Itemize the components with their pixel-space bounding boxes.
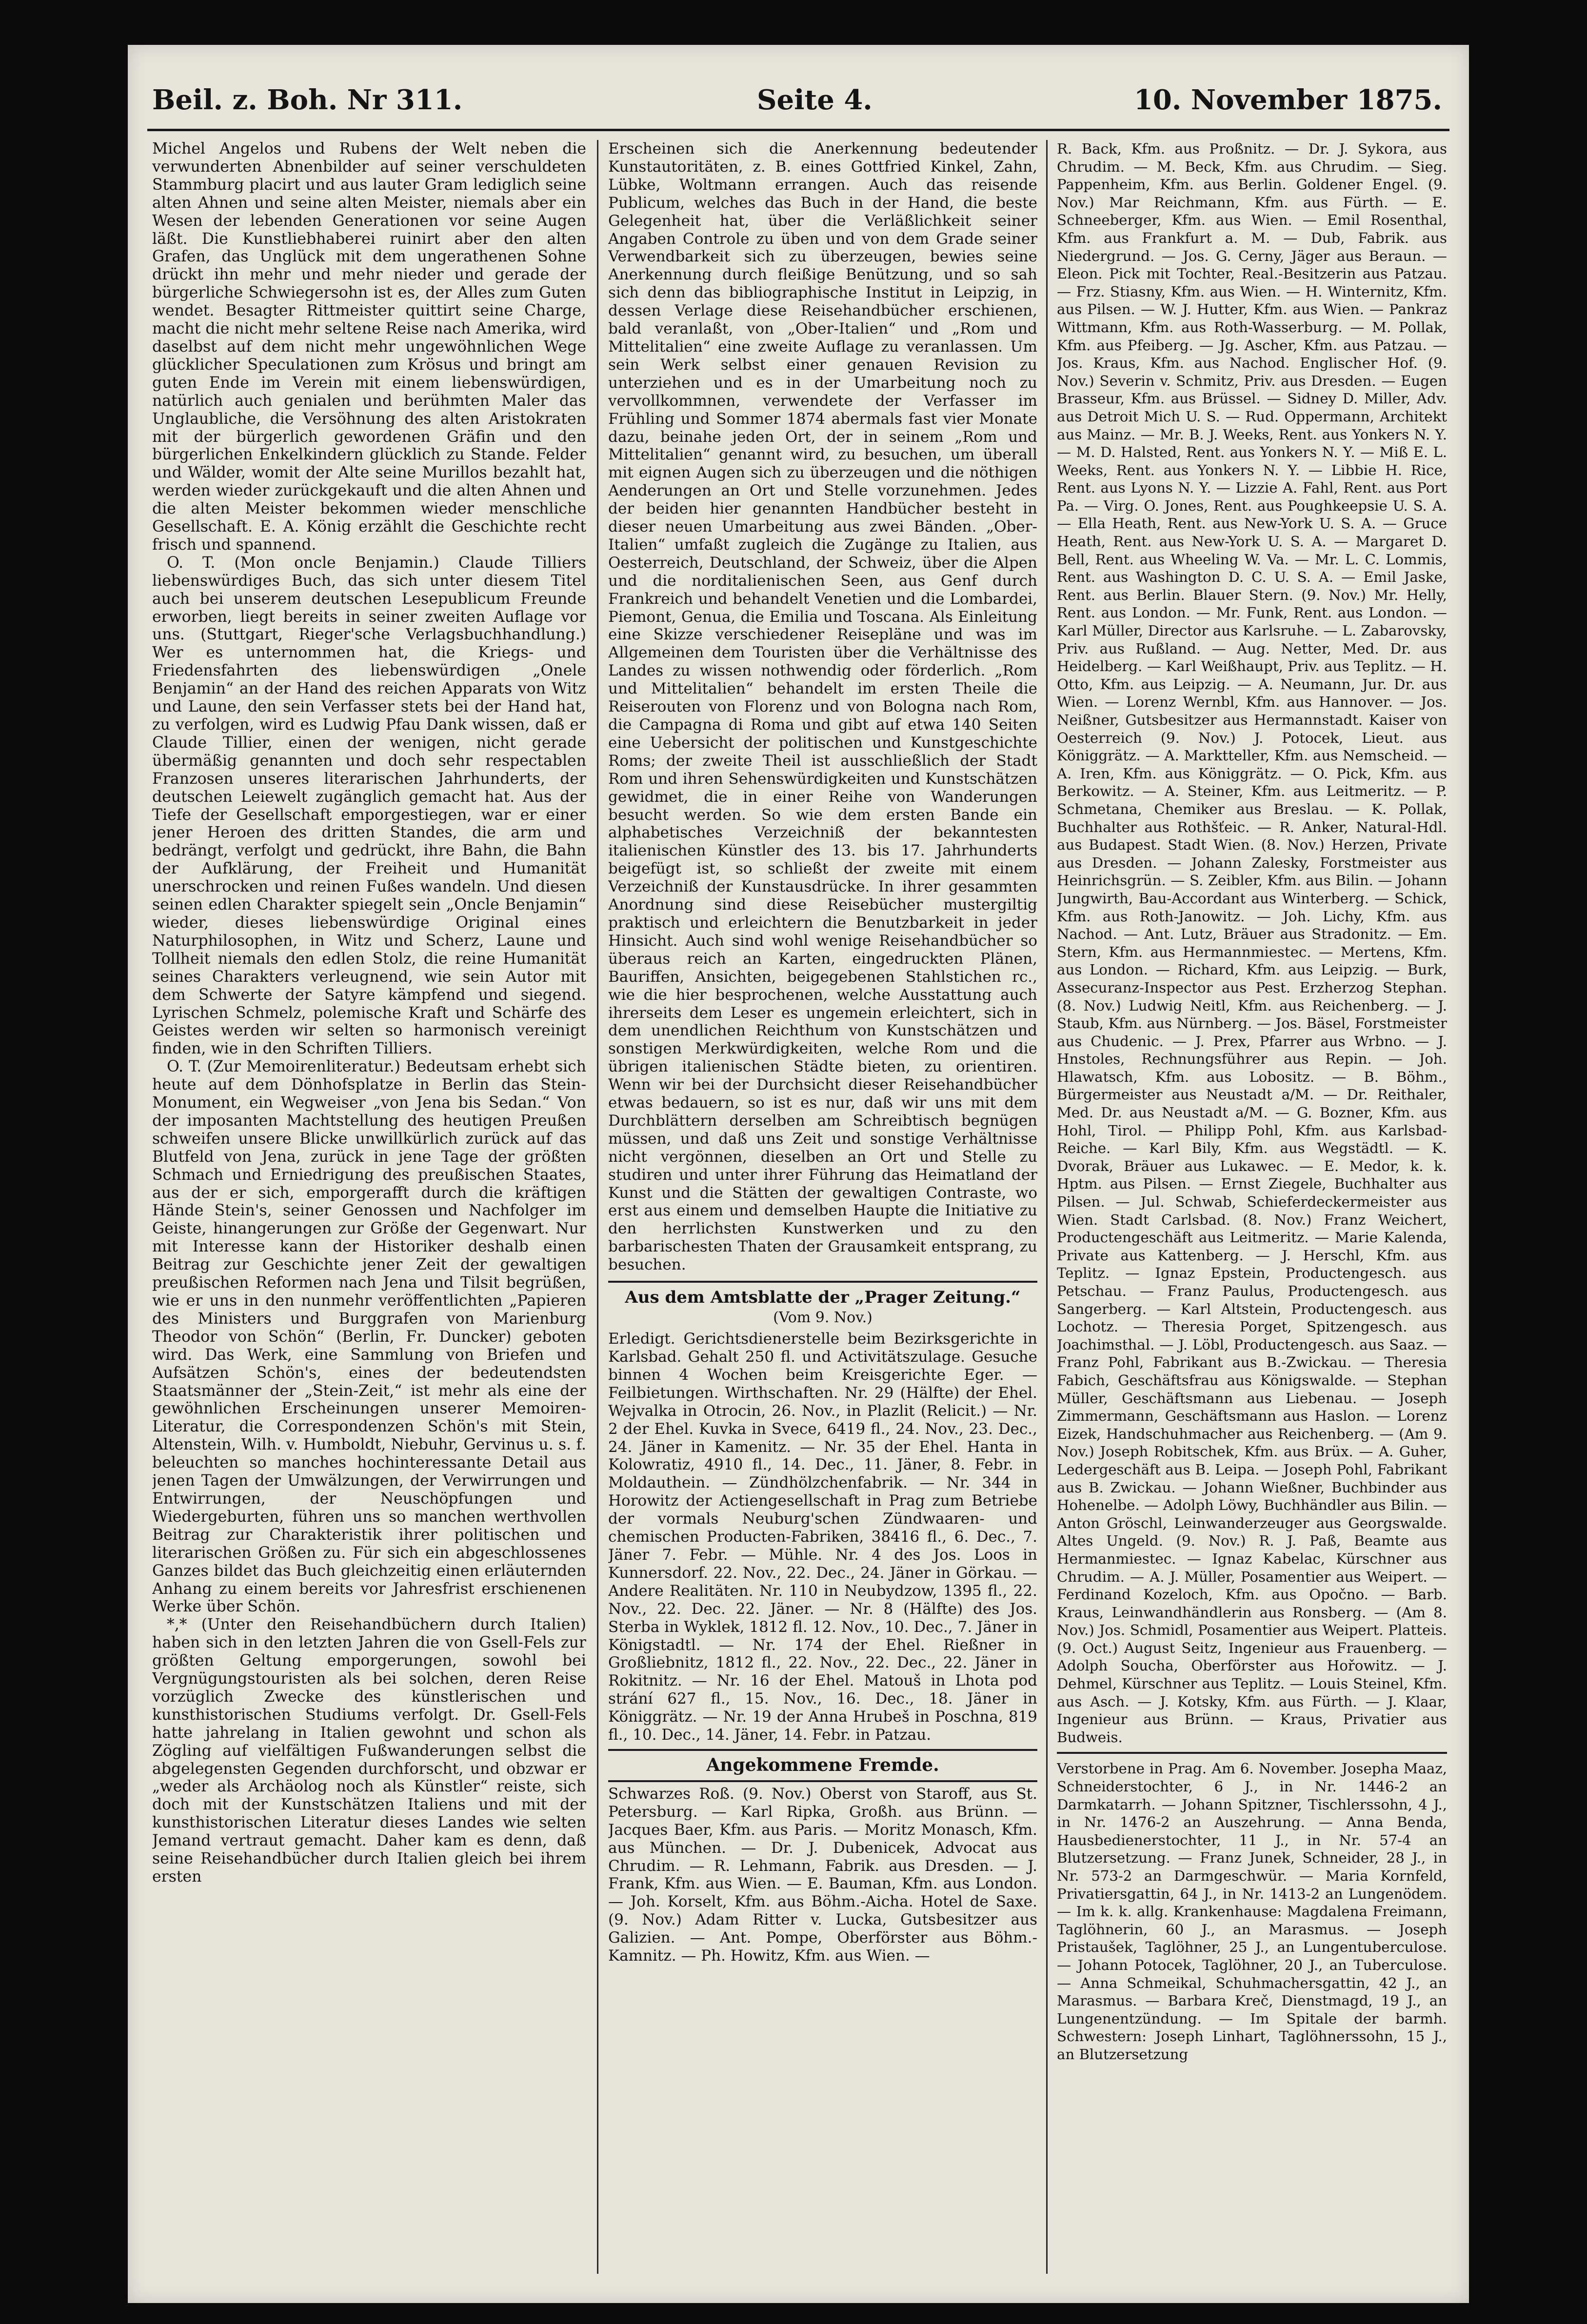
newspaper-page: [128, 45, 1469, 2303]
section-rule: [608, 1749, 1037, 1751]
column-divider: [1046, 140, 1048, 2274]
page-header: [128, 74, 1469, 133]
article-paragraph: *,* (Unter den Reisehandbüchern durch Italien) haben sich in den letzten Jahren die von Gsell-Fels zur größten Geltung emporgerungen, sowohl bei Vergnügungstouristen als bei solchen, deren Reise vorzüglich Zwecke des künstlerischen und kunsthistorischen Studiums verfolgt. Dr. Gsell-Fels hatte jahrelang in Italien gewohnt und schon als Zögling auf vielfältigen Fußwanderungen selbst die abgelegensten Gegenden durchforscht, und obzwar er „weder als Archäolog noch als Künstler“ reiste, sich doch mit der Kunstschätzen Italiens und mit der kunsthistorischen Literatur dieses Landes wie selten Jemand vertraut gemacht. Daher kam es denn, daß seine Reisehandbücher durch Italien gleich bei ihrem ersten: [152, 1616, 586, 1886]
header-rule: [147, 129, 1449, 131]
section-heading: Aus dem Amtsblatte der „Prager Zeitung.“: [608, 1281, 1037, 1307]
issue-label: Beil. z. Boh. Nr 311.: [152, 84, 463, 116]
article-paragraph: O. T. (Zur Memoirenliteratur.) Bedeutsam erhebt sich heute auf dem Dönhofsplatze in Berlin das Stein-Monument, ein Wegweiser „von Jena bis Sedan.“ Von der imposanten Machtstellung des heutigen Preußen schweifen unsere Blicke unwillkürlich zurück auf das Blutfeld von Jena, zurück in jene Tage der größten Schmach und Erniedrigung des preußischen Staates, aus der er sich, emporgerafft durch die kräftigen Hände Stein's, seiner Genossen und Nachfolger im Geiste, hinangerungen zur Größe der Gegenwart. Nur mit Interesse kann der Historiker deshalb einen Beitrag zur Geschichte jener Zeit der gewaltigen preußischen Reformen nach Jena und Tilsit begrüßen, wie er uns in den nunmehr veröffentlichten „Papieren des Ministers und Burggrafen von Marienburg Theodor von Schön“ (Berlin, Fr. Duncker) geboten wird. Das Werk, eine Sammlung von Briefen und Aufsätzen Schön's, eines der bedeutendsten Staatsmänner der „Stein-Zeit,“ ist mehr als eine der gewöhnlichen Erscheinungen unserer Memoiren-Literatur, die Correspondenzen Schön's mit Stein, Altenstein, Wilh. v. Humboldt, Niebuhr, Gervinus u. s. f. beleuchten so manches hochinteressante Detail aus jenen Tagen der Umwälzungen, der Verwirrungen und Entwirrungen, der Neuschöpfungen und Wiedergeburten, führen uns so manchen werthvollen Beitrag zur Charakteristik ihrer politischen und literarischen Größen zu. Für sich ein abgeschlossenes Ganzes bildet das Buch gleichzeitig einen erläuternden Anhang zu einem bereits vor Jahresfrist erschienenen Werke über Schön.: [152, 1058, 586, 1616]
column-3: [1057, 140, 1447, 2288]
issue-date: 10. November 1875.: [1133, 84, 1442, 116]
section-heading: Angekommene Fremde.: [706, 1754, 939, 1775]
arrivals-list: Schwarzes Roß. (9. Nov.) Oberst von Staroff, aus St. Petersburg. — Karl Ripka, Großh. aus Brünn. — Jacques Baer, Kfm. aus Paris. — Moritz Monasch, Kfm. aus München. — Dr. J. Dubenicek, Advocat aus Chrudim. — R. Lehmann, Fabrik. aus Dresden. — J. Frank, Kfm. aus Wien. — E. Bauman, Kfm. aus London. — Joh. Korselt, Kfm. aus Böhm.-Aicha. Hotel de Saxe. (9. Nov.) Adam Ritter v. Lucka, Gutsbesitzer aus Galizien. — Ant. Pompe, Oberförster aus Böhm.-Kamnitz. — Ph. Howitz, Kfm. aus Wien. —: [608, 1785, 1037, 1965]
article-paragraph: Erscheinen sich die Anerkennung bedeutender Kunstautoritäten, z. B. eines Gottfried Kinkel, Zahn, Lübke, Woltmann errangen. Auch das reisende Publicum, welches das Buch in der Hand, die beste Gelegenheit hat, über die Verläßlichkeit seiner Angaben Controle zu üben und von dem Grade seiner Verwendbarkeit sich zu überzeugen, bewies seine Anerkennung durch fleißige Benützung, und so sah sich denn das bibliographische Institut in Leipzig, in dessen Verlage diese Reisehandbücher erschienen, bald veranlaßt, von „Ober-Italien“ und „Rom und Mittelitalien“ eine zweite Auflage zu veranlassen. Um sein Werk selbst einer genauen Revision zu unterziehen und es in der Umarbeitung noch zu vervollkommnen, verwendete der Verfasser im Frühling und Sommer 1874 abermals fast vier Monate dazu, beinahe jeden Ort, der in seinem „Rom und Mittelitalien“ genannt wird, zu besuchen, um überall mit eignen Augen sich zu überzeugen und die nöthigen Aenderungen an Ort und Stelle vorzunehmen. Jedes der beiden hier genannten Handbücher besteht in dieser neuen Umarbeitung aus zwei Bänden. „Ober-Italien“ umfaßt zugleich die Zugänge zu Italien, aus Oesterreich, Deutschland, der Schweiz, über die Alpen und die norditalienischen Seen, aus Genf durch Frankreich und behandelt Venetien und die Lombardei, Piemont, Genua, die Emilia und Toscana. Als Einleitung eine Skizze verschiedener Reisepläne und was im Allgemeinen dem Touristen über die Verhältnisse des Landes zu wissen nothwendig oder förderlich. „Rom und Mittelitalien“ behandelt im ersten Theile die Reiserouten von Florenz und von Bologna nach Rom, die Campagna di Roma und gibt auf etwa 140 Seiten eine Uebersicht der politischen und Kunstgeschichte Roms; der zweite Theil ist ausschließlich der Stadt Rom und ihren Sehenswürdigkeiten und Kunstschätzen gewidmet, die in einer Reihe von Wanderungen besucht werden. So wie dem ersten Bande ein alphabetisches Verzeichniß der bekanntesten italienischen Künstler des 13. bis 17. Jahrhunderts beigefügt ist, so schließt der zweite mit einem Verzeichniß der Kunstausdrücke. In ihrer gesammten Anordnung sind diese Reisebücher mustergiltig praktisch und erleichtern die Benutzbarkeit in jeder Hinsicht. Auch sind wohl wenige Reisehandbücher so überaus reich an Karten, eingedruckten Plänen, Bauriffen, Ansichten, beigegebenen Stahlstichen rc., wie die hier besprochenen, welche Ausstattung auch ihrerseits dem Leser es ungemein erleichtert, sich in dem unendlichen Reichthum von Kunstschätzen und sonstigen Merkwürdigkeiten, welche Rom und die übrigen italienischen Städte bieten, zu orientiren. Wenn wir bei der Durchsicht dieser Reisehandbücher etwas bedauern, so ist es nur, daß wir uns mit dem Durchblättern derselben am Schreibtisch begnügen müssen, und daß uns Zeit und sonstige Verhältnisse nicht vergönnen, dieselben an Ort und Stelle zu studiren und unter ihrer Führung das Heimatland der Kunst und die Stätten der gewaltigen Contraste, wo erst aus einem und demselben Haupte die Initiative zu den herrlichsten Kunstwerken und zu den barbarischesten Thaten der Grausamkeit entsprang, zu besuchen.: [608, 140, 1037, 1274]
column-divider: [597, 140, 598, 2274]
official-notices: Erledigt. Gerichtsdienerstelle beim Bezirksgerichte in Karlsbad. Gehalt 250 fl. und Activitätszulage. Gesuche binnen 4 Wochen beim Kreisgerichte Eger. — Feilbietungen. Wirthschaften. Nr. 29 (Hälfte) der Ehel. Wejvalka in Otrocin, 26. Nov., in Plazlit (Relicit.) — Nr. 2 der Ehel. Kuvka in Svece, 6419 fl., 24. Nov., 23. Dec., 24. Jäner in Kamenitz. — Nr. 35 der Ehel. Hanta in Kolowratiz, 4910 fl., 14. Dec., 11. Jäner, 8. Febr. in Moldauthein. — Zündhölzchenfabrik. — Nr. 344 in Horowitz der Actiengesellschaft in Prag zum Betriebe der vormals Neuburg'schen Zündwaaren- und chemischen Producten-Fabriken, 38416 fl., 6. Dec., 7. Jäner 7. Febr. — Mühle. Nr. 4 des Jos. Loos in Kunnersdorf. 22. Nov., 22. Dec., 24. Jäner in Görkau. — Andere Realitäten. Nr. 110 in Neubydzow, 1395 fl., 22. Nov., 22. Dec. 22. Jäner. — Nr. 8 (Hälfte) des Jos. Sterba in Wyklek, 1812 fl. 12. Nov., 10. Dec., 7. Jäner in Königstadtl. — Nr. 174 der Ehel. Rießner in Großliebnitz, 1812 fl., 22. Nov., 22. Dec., 22. Jäner in Rokitnitz. — Nr. 16 der Ehel. Matouš in Lhota pod strání 627 fl., 15. Nov., 16. Dec., 18. Jäner in Königgrätz. — Nr. 19 der Anna Hrubeš in Poschna, 819 fl., 10. Dec., 14. Jäner, 14. Febr. in Patzau.: [608, 1330, 1037, 1744]
section-rule: [1057, 1752, 1447, 1754]
section-date: (Vom 9. Nov.): [773, 1309, 873, 1327]
page-number: Seite 4.: [757, 84, 873, 116]
article-paragraph: O. T. (Mon oncle Benjamin.) Claude Tilliers liebenswürdiges Buch, das sich unter diesem Titel auch bei unserem deutschen Lesepublicum Freunde erworben, liegt bereits in seiner zweiten Auflage vor uns. (Stuttgart, Rieger'sche Verlagsbuchhandlung.) Wer es unternommen hat, die Kriegs- und Friedensfahrten des liebenswürdigen „Onele Benjamin“ an der Hand des reichen Apparats von Witz und Laune, den sein Verfasser stets bei der Hand hat, zu verfolgen, wird es Ludwig Pfau Dank wissen, daß er Claude Tillier, einen der wenigen, nicht gerade übermäßig genannten und doch sehr respectablen Franzosen unseres literarischen Jahrhunderts, der deutschen Leiewelt zugänglich gemacht hat. Aus der Tiefe der Gesellschaft emporgestiegen, war er einer jener Heroen des dritten Standes, die arm und bedrängt, verfolgt und gedrückt, ihre Bahn, die Bahn der Aufklärung, der Freiheit und Humanität unerschrocken und reinen Fußes wandeln. Und diesen seinen edlen Charakter spiegelt sein „Oncle Benjamin“ wieder, dieses liebenswürdige Original eines Naturphilosophen, in Witz und Scherz, Laune und Tollheit niemals den edlen Stolz, die reine Humanität seines Charakters verleugnend, wie sein Autor mit dem Schwerte der Satyre kämpfend und siegend. Lyrischen Schmelz, polemische Kraft und Schärfe des Geistes werden wir selten so harmonisch vereinigt finden, wie in den Schriften Tilliers.: [152, 554, 586, 1058]
column-2: [608, 140, 1037, 2288]
arrivals-list: R. Back, Kfm. aus Proßnitz. — Dr. J. Sykora, aus Chrudim. — M. Beck, Kfm. aus Chrudim. — Sieg. Pappenheim, Kfm. aus Berlin. Goldener Engel. (9. Nov.) Mar Reichmann, Kfm. aus Fürth. — E. Schneeberger, Kfm. aus Wien. — Emil Rosenthal, Kfm. aus Frankfurt a. M. — Dub, Fabrik. aus Niedergrund. — Jos. G. Cerny, Jäger aus Beraun. — Eleon. Pick mit Tochter, Real.-Besitzerin aus Patzau. — Frz. Stiasny, Kfm. aus Wien. — H. Winternitz, Kfm. aus Pilsen. — W. J. Hutter, Kfm. aus Wien. — Pankraz Wittmann, Kfm. aus Roth-Wasserburg. — M. Pollak, Kfm. aus Pfeiberg. — Jg. Ascher, Kfm. aus Patzau. — Jos. Kraus, Kfm. aus Nachod. Englischer Hof. (9. Nov.) Severin v. Schmitz, Priv. aus Dresden. — Eugen Brasseur, Kfm. aus Brüssel. — Sidney D. Miller, Adv. aus Detroit Mich U. S. — Rud. Oppermann, Architekt aus Mainz. — Mr. B. J. Weeks, Rent. aus Yonkers N. Y. — M. D. Halsted, Rent. aus Yonkers N. Y. — Miß E. L. Weeks, Rent. aus Yonkers N. Y. — Libbie H. Rice, Rent. aus Lyons N. Y. — Lizzie A. Fahl, Rent. aus Port Pa. — Virg. O. Jones, Rent. aus Poughkeepsie U. S. A. — Ella Heath, Rent. aus New-York U. S. A. — Gruce Heath, Rent. aus New-York U. S. A. — Margaret D. Bell, Rent. aus Wheeling W. Va. — Mr. L. C. Lommis, Rent. aus Washington D. C. U. S. A. — Emil Jaske, Rent. aus Berlin. Blauer Stern. (9. Nov.) Mr. Helly, Rent. aus London. — Mr. Funk, Rent. aus London. — Karl Müller, Director aus Karlsruhe. — L. Zabarovsky, Priv. aus Rußland. — Aug. Netter, Med. Dr. aus Heidelberg. — Karl Weißhaupt, Priv. aus Teplitz. — H. Otto, Kfm. aus Leipzig. — A. Neumann, Jur. Dr. aus Wien. — Lorenz Wernbl, Kfm. aus Hannover. — Jos. Neißner, Gutsbesitzer aus Hermannstadt. Kaiser von Oesterreich (9. Nov.) J. Potocek, Lieut. aus Königgrätz. — A. Marktteller, Kfm. aus Nemscheid. — A. Iren, Kfm. aus Königgrätz. — O. Pick, Kfm. aus Berkowitz. — A. Steiner, Kfm. aus Leitmeritz. — P. Schmetana, Chemiker aus Breslau. — K. Pollak, Buchhalter aus Rothšťeic. — R. Anker, Natural-Hdl. aus Budapest. Stadt Wien. (8. Nov.) Herzen, Private aus Dresden. — Johann Zalesky, Forstmeister aus Heinrichsgrün. — S. Zeibler, Kfm. aus Bilin. — Johann Jungwirth, Bau-Accordant aus Winterberg. — Schick, Kfm. aus Roth-Janowitz. — Joh. Lichy, Kfm. aus Nachod. — Ant. Lutz, Bräuer aus Stradonitz. — Em. Stern, Kfm. aus Hermannmiestec. — Mertens, Kfm. aus London. — Richard, Kfm. aus Leipzig. — Burk, Assecuranz-Inspector aus Pest. Erzherzog Stephan. (8. Nov.) Ludwig Neitl, Kfm. aus Reichenberg. — J. Staub, Kfm. aus Nürnberg. — Jos. Bäsel, Forstmeister aus Chudenic. — J. Prex, Pfarrer aus Wrbno. — J. Hnstoles, Rechnungsführer aus Repin. — Joh. Hlawatsch, Kfm. aus Lobositz. — B. Böhm., Bürgermeister aus Neustadt a/M. — Dr. Reithaler, Med. Dr. aus Neustadt a/M. — G. Bozner, Kfm. aus Hohl, Tirol. — Philipp Pohl, Kfm. aus Karlsbad-Reiche. — Karl Bily, Kfm. aus Wegstädtl. — K. Dvorak, Bräuer aus Lukawec. — E. Medor, k. k. Hptm. aus Pilsen. — Ernst Ziegele, Buchhalter aus Pilsen. — Jul. Schwab, Schieferdeckermeister aus Wien. Stadt Carlsbad. (8. Nov.) Franz Weichert, Productengeschäft aus Leitmeritz. — Marie Kalenda, Private aus Kattenberg. — J. Herschl, Kfm. aus Teplitz. — Ignaz Epstein, Productengesch. aus Petschau. — Franz Paulus, Productengesch. aus Sangerberg. — Karl Altstein, Productengesch. aus Lochotz. — Theresia Porget, Spitzengesch. aus Joachimsthal. — J. Löbl, Productengesch. aus Saaz. — Franz Pohl, Fabrikant aus B.-Zwickau. — Theresia Fabich, Geschäftsfrau aus Königswalde. — Stephan Müller, Geschäftsmann aus Liebenau. — Joseph Zimmermann, Geschäftsmann aus Haslon. — Lorenz Eizek, Handschuhmacher aus Reichenberg. — (Am 9. Nov.) Joseph Robitschek, Kfm. aus Brüx. — A. Guher, Ledergeschäft aus B. Leipa. — Joseph Pohl, Fabrikant aus B. Zwickau. — Johann Wießner, Buchbinder aus Hohenelbe. — Adolph Löwy, Buchhändler aus Bilin. — Anton Gröschl, Leinwanderzeuger aus Georgswalde. Altes Ungeld. (9. Nov.) R. J. Paß, Beamte aus Hermanmiestec. — Ignaz Kabelac, Kürschner aus Chrudim. — A. J. Müller, Posamentier aus Weipert. — Ferdinand Kozeloch, Kfm. aus Opočno. — Barb. Kraus, Leinwandhändlerin aus Ronsberg. — (Am 8. Nov.) Jos. Schmidl, Posamentier aus Weipert. Platteis. (9. Oct.) August Seitz, Ingenieur aus Frauenberg. — Adolph Soucha, Oberförster aus Hořowitz. — J. Dehmel, Kürschner aus Teplitz. — Louis Steinel, Kfm. aus Asch. — J. Kotsky, Kfm. aus Fürth. — J. Klaar, Ingenieur aus Brünn. — Kraus, Privatier aus Budweis.: [1057, 140, 1447, 1746]
section-rule: [608, 1780, 1037, 1782]
article-paragraph: Michel Angelos und Rubens der Welt neben die verwunderten Abnenbilder auf seiner verschuldeten Stammburg placirt und aus lauter Gram lediglich seine alten Ahnen und seine alten Meister, niemals aber ein Wesen der lebenden Generationen vor seine Augen läßt. Die Kunstliebhaberei ruinirt aber den alten Grafen, das Unglück mit dem ungerathenen Sohne drückt ihn mehr und mehr nieder und gerade der bürgerliche Schwiegersohn ist es, der Alles zum Guten wendet. Besagter Rittmeister quittirt seine Charge, macht die nicht mehr seltene Reise nach Amerika, wird daselbst auf dem nicht mehr ungewöhnlichen Wege glücklicher Speculationen zum Krösus und bringt am guten Ende im Verein mit einem liebenswürdigen, natürlich auch genialen und berühmten Maler das Unglaubliche, die Versöhnung des alten Aristokraten mit der bürgerlich gewordenen Gräfin und den bürgerlichen Enkelkindern glücklich zu Stande. Felder und Wälder, womit der Alte seine Murillos bezahlt hat, werden wieder zurückgekauft und die alten Ahnen und die alten Meister bekommen wieder menschliche Gesellschaft. E. A. König erzählt die Geschichte recht frisch und spannend.: [152, 140, 586, 554]
column-1: [152, 140, 586, 2288]
deaths-list: Verstorbene in Prag. Am 6. November. Josepha Maaz, Schneiderstochter, 6 J., in Nr. 1446-2 an Darmkatarrh. — Johann Spitzner, Tischlerssohn, 4 J., in Nr. 1476-2 an Auszehrung. — Anna Benda, Hausbedienerstochter, 11 J., in Nr. 57-4 an Blutzersetzung. — Franz Junek, Schneider, 28 J., in Nr. 573-2 an Darmgeschwür. — Maria Kornfeld, Privatiersgattin, 64 J., in Nr. 1413-2 an Lungenödem. — Im k. k. allg. Krankenhause: Magdalena Freimann, Taglöhnerin, 60 J., an Marasmus. — Joseph Pristaušek, Taglöhner, 25 J., an Lungentuberculose. — Johann Potocek, Taglöhner, 20 J., an Tuberculose. — Anna Schmeikal, Schuhmachersgattin, 42 J., an Marasmus. — Barbara Kreč, Dienstmagd, 19 J., an Lungenentzündung. — Im Spitale der barmh. Schwestern: Joseph Linhart, Taglöhnerssohn, 15 J., an Blutzersetzung: [1057, 1760, 1447, 2063]
